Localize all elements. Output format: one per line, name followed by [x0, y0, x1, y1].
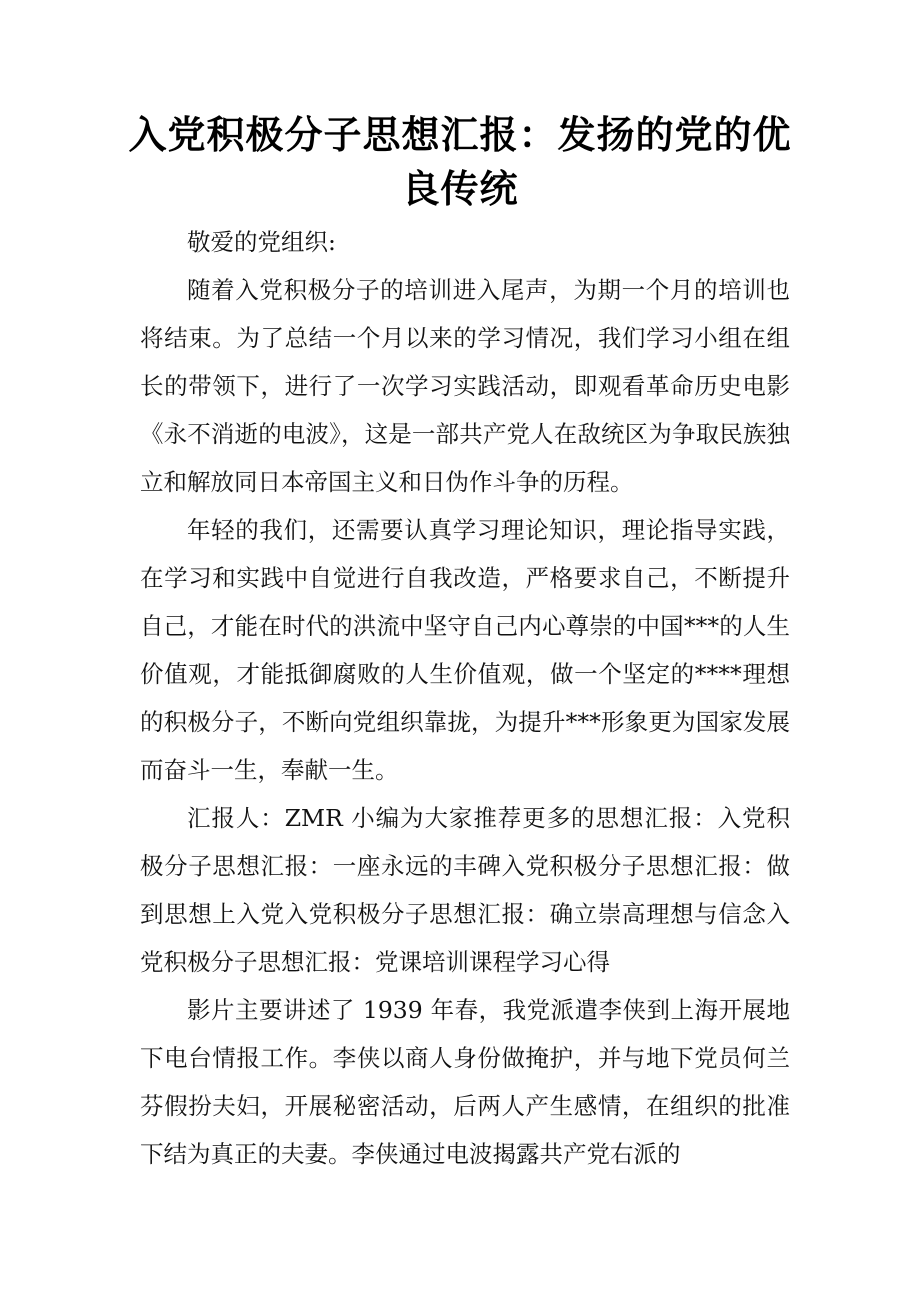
document-body — [140, 218, 790, 1178]
paragraph-film-summary: 影片主要讲述了 1939 年春，我党派遣李侠到上海开展地下电台情报工作。李侠以商人身份做掩护，并与地下党员何兰芬假扮夫妇，开展秘密活动，后两人产生感情，在组织的批准下结为真正的夫妻。李侠通过电波揭露共产党右派的 — [140, 996, 790, 1168]
paragraph-reporter-recommendations: 汇报人：ZMR 小编为大家推荐更多的思想汇报：入党积极分子思想汇报：一座永远的丰碑入党积极分子思想汇报：做到思想上入党入党积极分子思想汇报：确立崇高理想与信念入党积极分子思想汇报：党课培训课程学习心得 — [140, 804, 790, 976]
document-title: 入党积极分子思想汇报：发扬的党的优良传统 — [128, 112, 792, 211]
paragraph-film-activity: 随着入党积极分子的培训进入尾声，为期一个月的培训也将结束。为了总结一个月以来的学习情况，我们学习小组在组长的带领下，进行了一次学习实践活动，即观看革命历史电影《永不消逝的电波》，这是一部共产党人在敌统区为争取民族独立和解放同日本帝国主义和日伪作斗争的历程。 — [140, 276, 790, 496]
salutation: 敬爱的党组织: — [187, 228, 336, 256]
paragraph-study-theory: 年轻的我们，还需要认真学习理论知识，理论指导实践，在学习和实践中自觉进行自我改造，严格要求自己，不断提升自己，才能在时代的洪流中坚守自己内心尊崇的中国***的人生价值观，才能抵御腐败的人生价值观，做一个坚定的****理想的积极分子，不断向党组织靠拢，为提升***形象更为国家发展而奋斗一生，奉献一生。 — [140, 516, 790, 784]
